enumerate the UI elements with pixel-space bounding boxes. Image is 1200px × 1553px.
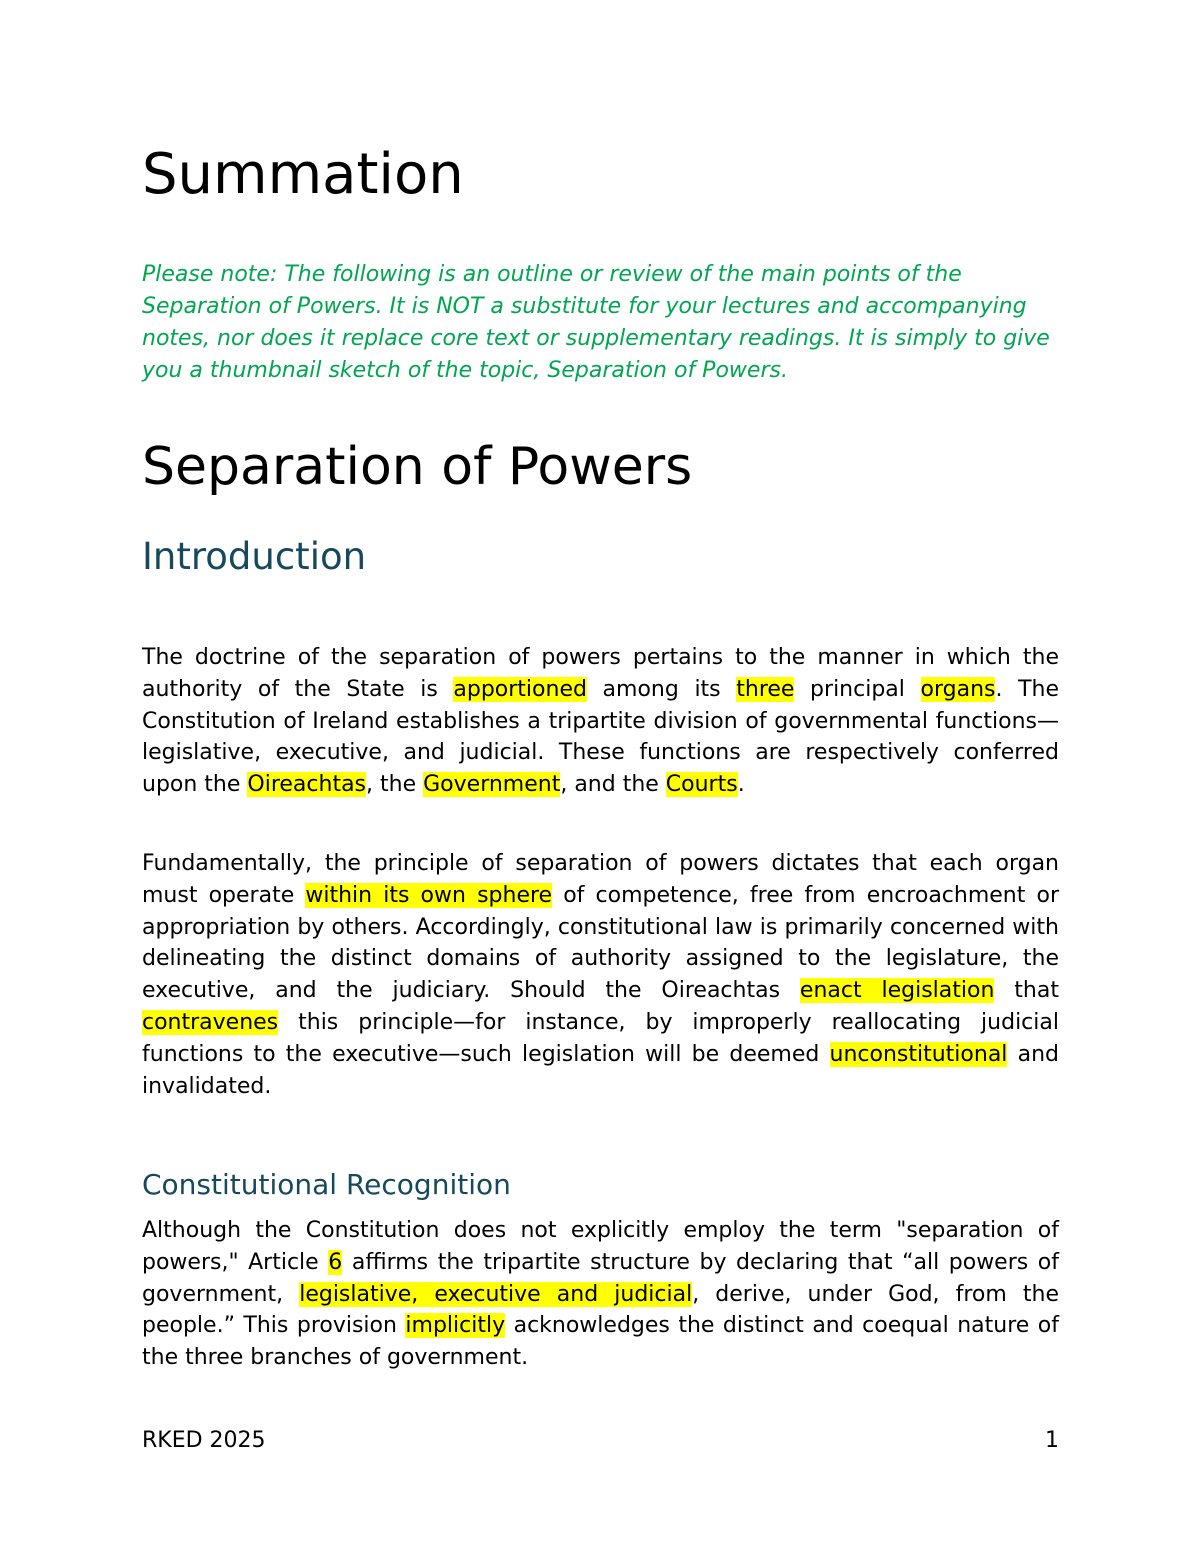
highlighted-text: within its own sphere [305, 882, 553, 908]
document-title: Summation [142, 142, 464, 207]
text-span: Fundamentally, the principle of separation of powers dictates that each organ must operate [142, 851, 1059, 908]
text-span: among its [586, 676, 737, 702]
highlighted-text: enact legislation [799, 978, 995, 1004]
constitutional-recognition-heading: Constitutional Recognition [142, 1168, 511, 1201]
highlighted-text: Government [423, 772, 561, 798]
text-span: acknowledges the distinct and coequal nature of the three branches of government. [142, 1313, 1059, 1371]
highlighted-text: unconstitutional [829, 1041, 1008, 1067]
text-span: principal [794, 676, 921, 702]
footer-label: RKED 2025 [142, 1428, 266, 1453]
text-span: , and the [560, 772, 666, 798]
text-span: Although the Constitution does not explicitly employ the term "separation of powers," Article [142, 1218, 1059, 1275]
highlighted-text: 6 [328, 1249, 343, 1275]
text-span: this principle—for instance, by improperly reallocating judicial functions to the executive—such legislation will be deemed [142, 1009, 1059, 1067]
text-span: of competence, free from encroachment or appropriation by others. Accordingly, constitutional law is primarily concerned with delineating the distinct domains of authority assigned to the legislature, the executive, and the judiciary. Should the Oireachtas [142, 882, 1060, 1004]
text-span: that [994, 978, 1059, 1004]
text-span: , derive, under God, from the people.” This provision [142, 1281, 1060, 1339]
main-heading: Separation of Powers [142, 437, 693, 497]
highlighted-text: Courts [665, 772, 738, 798]
highlighted-text: implicitly [405, 1313, 506, 1339]
text-span: affirms the tripartite structure by declaring that “all powers of government, [142, 1249, 1059, 1307]
text-span: . [737, 772, 745, 798]
highlighted-text: three [736, 676, 795, 702]
introduction-heading: Introduction [142, 535, 367, 578]
introduction-paragraph-2 [142, 848, 1059, 1102]
highlighted-text: legislative, executive and judicial [299, 1281, 693, 1307]
introduction-paragraph-1 [142, 642, 1059, 801]
highlighted-text: organs [920, 676, 996, 702]
text-span: and invalidated. [142, 1041, 1059, 1099]
text-span: , the [366, 772, 424, 798]
highlighted-text: contravenes [142, 1009, 279, 1035]
constitutional-recognition-paragraph [142, 1215, 1059, 1374]
text-span: . The Constitution of Ireland establishes a tripartite division of governmental functions—legislative, executive, and judicial. These functions are respectively conferred upon the [142, 676, 1059, 798]
disclaimer-note: Please note: The following is an outline or review of the main points of the Separation of Powers. It is NOT a substitute for your lectures and accompanying notes, nor does it replace core text or supplementary readings. It is simply to give you a thumbnail sketch of the topic, Separation of Powers. [142, 262, 1050, 383]
highlighted-text: Oireachtas [247, 772, 367, 798]
highlighted-text: apportioned [453, 676, 587, 702]
page-number: 1 [1045, 1428, 1059, 1453]
text-span: The doctrine of the separation of powers pertains to the manner in which the authority of the State is [142, 645, 1059, 702]
